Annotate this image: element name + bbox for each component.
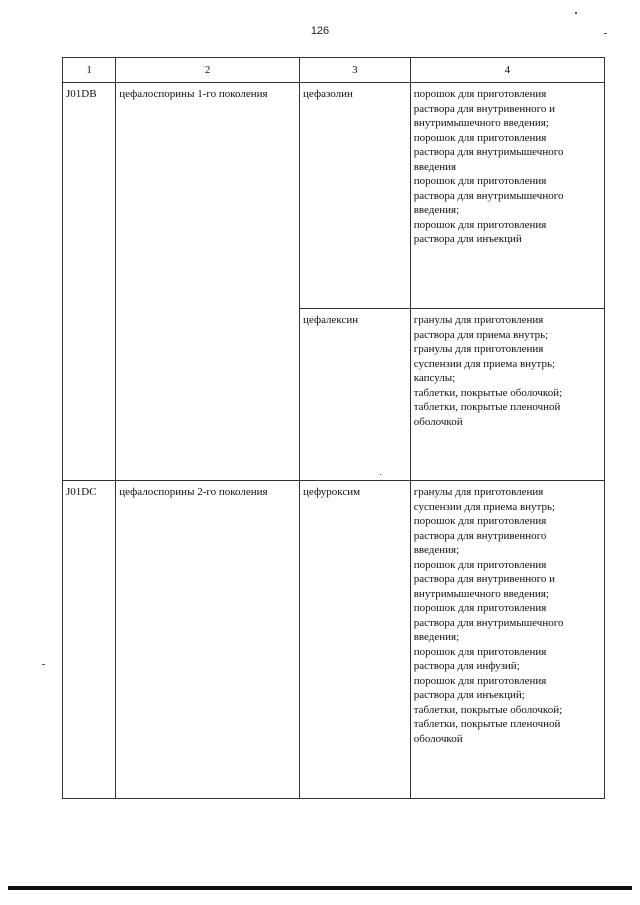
group-name-cell: цефалоспорины 2-го поколения bbox=[116, 481, 300, 799]
form-line: раствора для внутривенного bbox=[413, 529, 547, 542]
form-line: раствора для внутримышечного bbox=[413, 189, 564, 202]
page-bottom-rule bbox=[8, 886, 632, 890]
group-name-cell: цефалоспорины 1-го поколения bbox=[116, 83, 300, 481]
drug-name-cell: цефуроксим bbox=[300, 481, 411, 799]
form-line: внутримышечного введения; bbox=[413, 587, 549, 600]
atc-code-cell: J01DC bbox=[63, 481, 116, 799]
form-line: раствора для инъекций; bbox=[413, 689, 525, 701]
header-cell-2: 2 bbox=[116, 58, 300, 83]
form-line: гранулы для приготовления bbox=[413, 486, 544, 498]
form-line: порошок для приготовления bbox=[413, 602, 547, 614]
scan-speck bbox=[42, 664, 45, 665]
form-line: раствора для внутримышечного bbox=[413, 616, 564, 629]
form-line: раствора для приема внутрь; bbox=[413, 328, 549, 341]
drug-name-cell: цефалексин bbox=[300, 309, 411, 481]
table-row bbox=[63, 83, 605, 309]
table-row bbox=[63, 481, 605, 799]
page-number: 126 bbox=[310, 25, 330, 37]
dosage-forms-cell bbox=[410, 481, 604, 799]
form-line: раствора для внутривенного и bbox=[413, 102, 556, 115]
header-row bbox=[63, 58, 605, 83]
form-line: таблетки, покрытые пленочной bbox=[413, 401, 561, 413]
form-line: порошок для приготовления bbox=[413, 558, 547, 571]
dosage-forms-cell bbox=[410, 309, 604, 481]
form-line: гранулы для приготовления bbox=[413, 314, 544, 326]
form-line: таблетки, покрытые оболочкой; bbox=[413, 703, 563, 716]
form-line: гранулы для приготовления bbox=[413, 343, 544, 355]
form-line: введения bbox=[413, 160, 457, 173]
form-line: введения; bbox=[413, 544, 460, 556]
dosage-forms-cell bbox=[410, 83, 604, 309]
form-line: оболочкой bbox=[413, 732, 463, 745]
form-line: внутримышечного введения; bbox=[413, 117, 549, 129]
scan-speck bbox=[604, 33, 607, 34]
drug-name-cell: цефазолин bbox=[300, 83, 411, 309]
header-cell-4: 4 bbox=[410, 58, 604, 83]
form-line: раствора для инъекций bbox=[413, 233, 522, 245]
form-line: порошок для приготовления bbox=[413, 131, 547, 144]
form-line: капсулы; bbox=[413, 372, 456, 384]
form-line: порошок для приготовления bbox=[413, 218, 547, 231]
form-line: введения; bbox=[413, 204, 460, 216]
form-line: порошок для приготовления bbox=[413, 175, 547, 187]
form-line: раствора для инфузий; bbox=[413, 660, 520, 672]
form-line: порошок для приготовления bbox=[413, 674, 547, 687]
form-line: раствора для внутривенного и bbox=[413, 573, 556, 585]
form-line: введения; bbox=[413, 631, 460, 643]
header-cell-1: 1 bbox=[63, 58, 116, 83]
drug-table bbox=[62, 57, 605, 799]
form-line: оболочкой bbox=[413, 415, 463, 428]
form-line: порошок для приготовления bbox=[413, 88, 547, 100]
form-line: порошок для приготовления bbox=[413, 645, 547, 658]
form-line: порошок для приготовления bbox=[413, 515, 547, 527]
form-line: суспензии для приема внутрь; bbox=[413, 357, 556, 370]
form-line: таблетки, покрытые пленочной bbox=[413, 718, 561, 730]
header-cell-3: 3 bbox=[300, 58, 411, 83]
atc-code-cell: J01DB bbox=[63, 83, 116, 481]
form-line: таблетки, покрытые оболочкой; bbox=[413, 386, 563, 399]
form-line: раствора для внутримышечного bbox=[413, 146, 564, 158]
form-line: суспензии для приема внутрь; bbox=[413, 500, 556, 513]
scan-speck bbox=[575, 12, 577, 14]
